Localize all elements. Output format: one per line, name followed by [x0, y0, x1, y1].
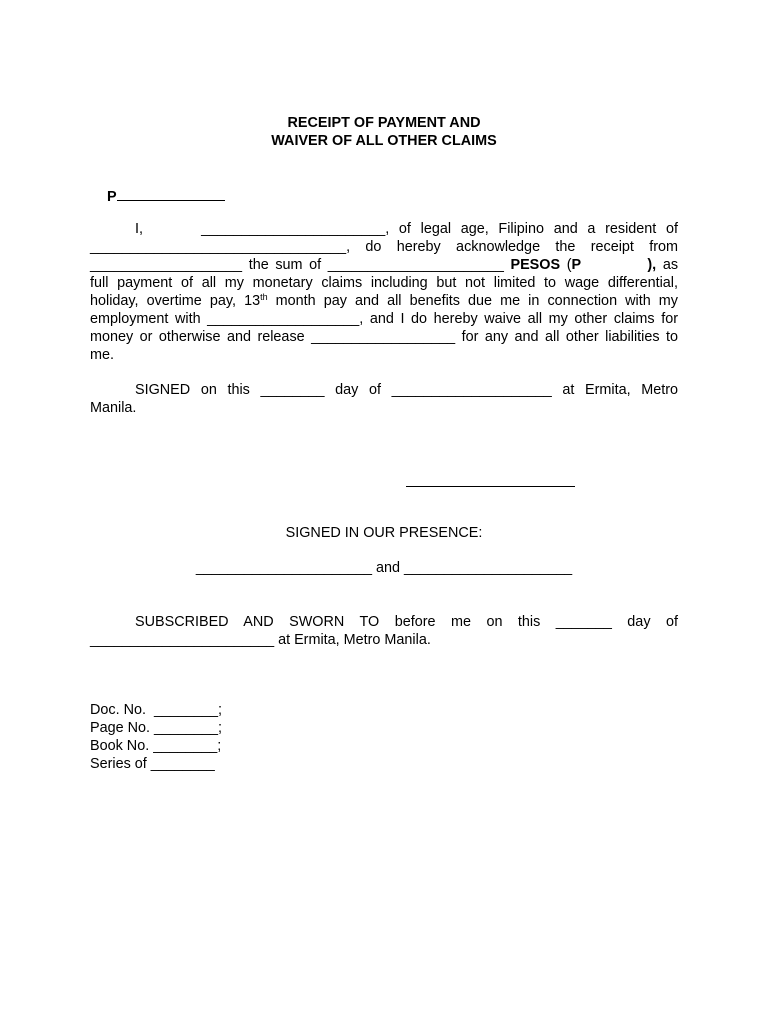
book-no: Book No. ________; [90, 738, 222, 754]
presence-heading: SIGNED IN OUR PRESENCE: [285, 525, 483, 541]
para-text: holiday, overtime pay, 13 [90, 293, 261, 309]
title-line-1: RECEIPT OF PAYMENT AND [287, 115, 481, 131]
amount-label: P [107, 189, 117, 205]
signed-line-2: Manila. [90, 400, 137, 416]
sworn-line-2: _______________________ at Ermita, Metro Manila. [90, 632, 431, 648]
witness-line: ______________________ and _____________________ [195, 560, 573, 576]
para-line-1 [90, 220, 678, 238]
sworn-line-1: SUBSCRIBED AND SWORN TO before me on this _______ day of [135, 614, 678, 630]
pesos-label: PESOS [510, 257, 561, 273]
superscript: th [260, 292, 268, 302]
page-no: Page No. ________; [90, 720, 223, 736]
para-line-8: me. [90, 347, 114, 363]
signed-line-1: SIGNED on this ________ day of ____________________ at Ermita, Metro [135, 382, 678, 398]
para-text: ( [560, 257, 572, 273]
peso-symbol: P [571, 257, 582, 273]
sworn-paragraph [90, 613, 678, 649]
doc-no: Doc. No. ________; [90, 702, 223, 718]
para-line-7: money or otherwise and release __________________ for any and all other liabilities to [90, 329, 678, 345]
amount-blank [117, 186, 225, 201]
para-text: ___________________ the sum of ______________________ [90, 257, 504, 273]
signature-line [406, 474, 575, 487]
signed-paragraph [90, 381, 678, 417]
para-text: as [656, 257, 679, 273]
title-line-2: WAIVER OF ALL OTHER CLAIMS [271, 133, 497, 149]
para-line-2: ________________________________, do hereby acknowledge the receipt from [90, 239, 678, 255]
para-text: month pay and all benefits due me in connection with my [267, 293, 678, 309]
para-line-4: full payment of all my monetary claims including but not limited to wage differential, [90, 275, 678, 291]
receipt-paragraph [90, 220, 678, 364]
para-line-5 [90, 292, 678, 310]
amount-field [91, 168, 225, 224]
notarial-entries [90, 701, 222, 773]
para-line-3 [90, 256, 678, 274]
para-text: I, [135, 221, 143, 237]
series-of: Series of ________ [90, 756, 215, 772]
para-line-6: employment with ___________________, and I do hereby waive all my other claims for [90, 311, 678, 327]
para-text: _______________________, of legal age, Filipino and a resident of [201, 221, 678, 237]
para-text: ), [647, 257, 657, 273]
